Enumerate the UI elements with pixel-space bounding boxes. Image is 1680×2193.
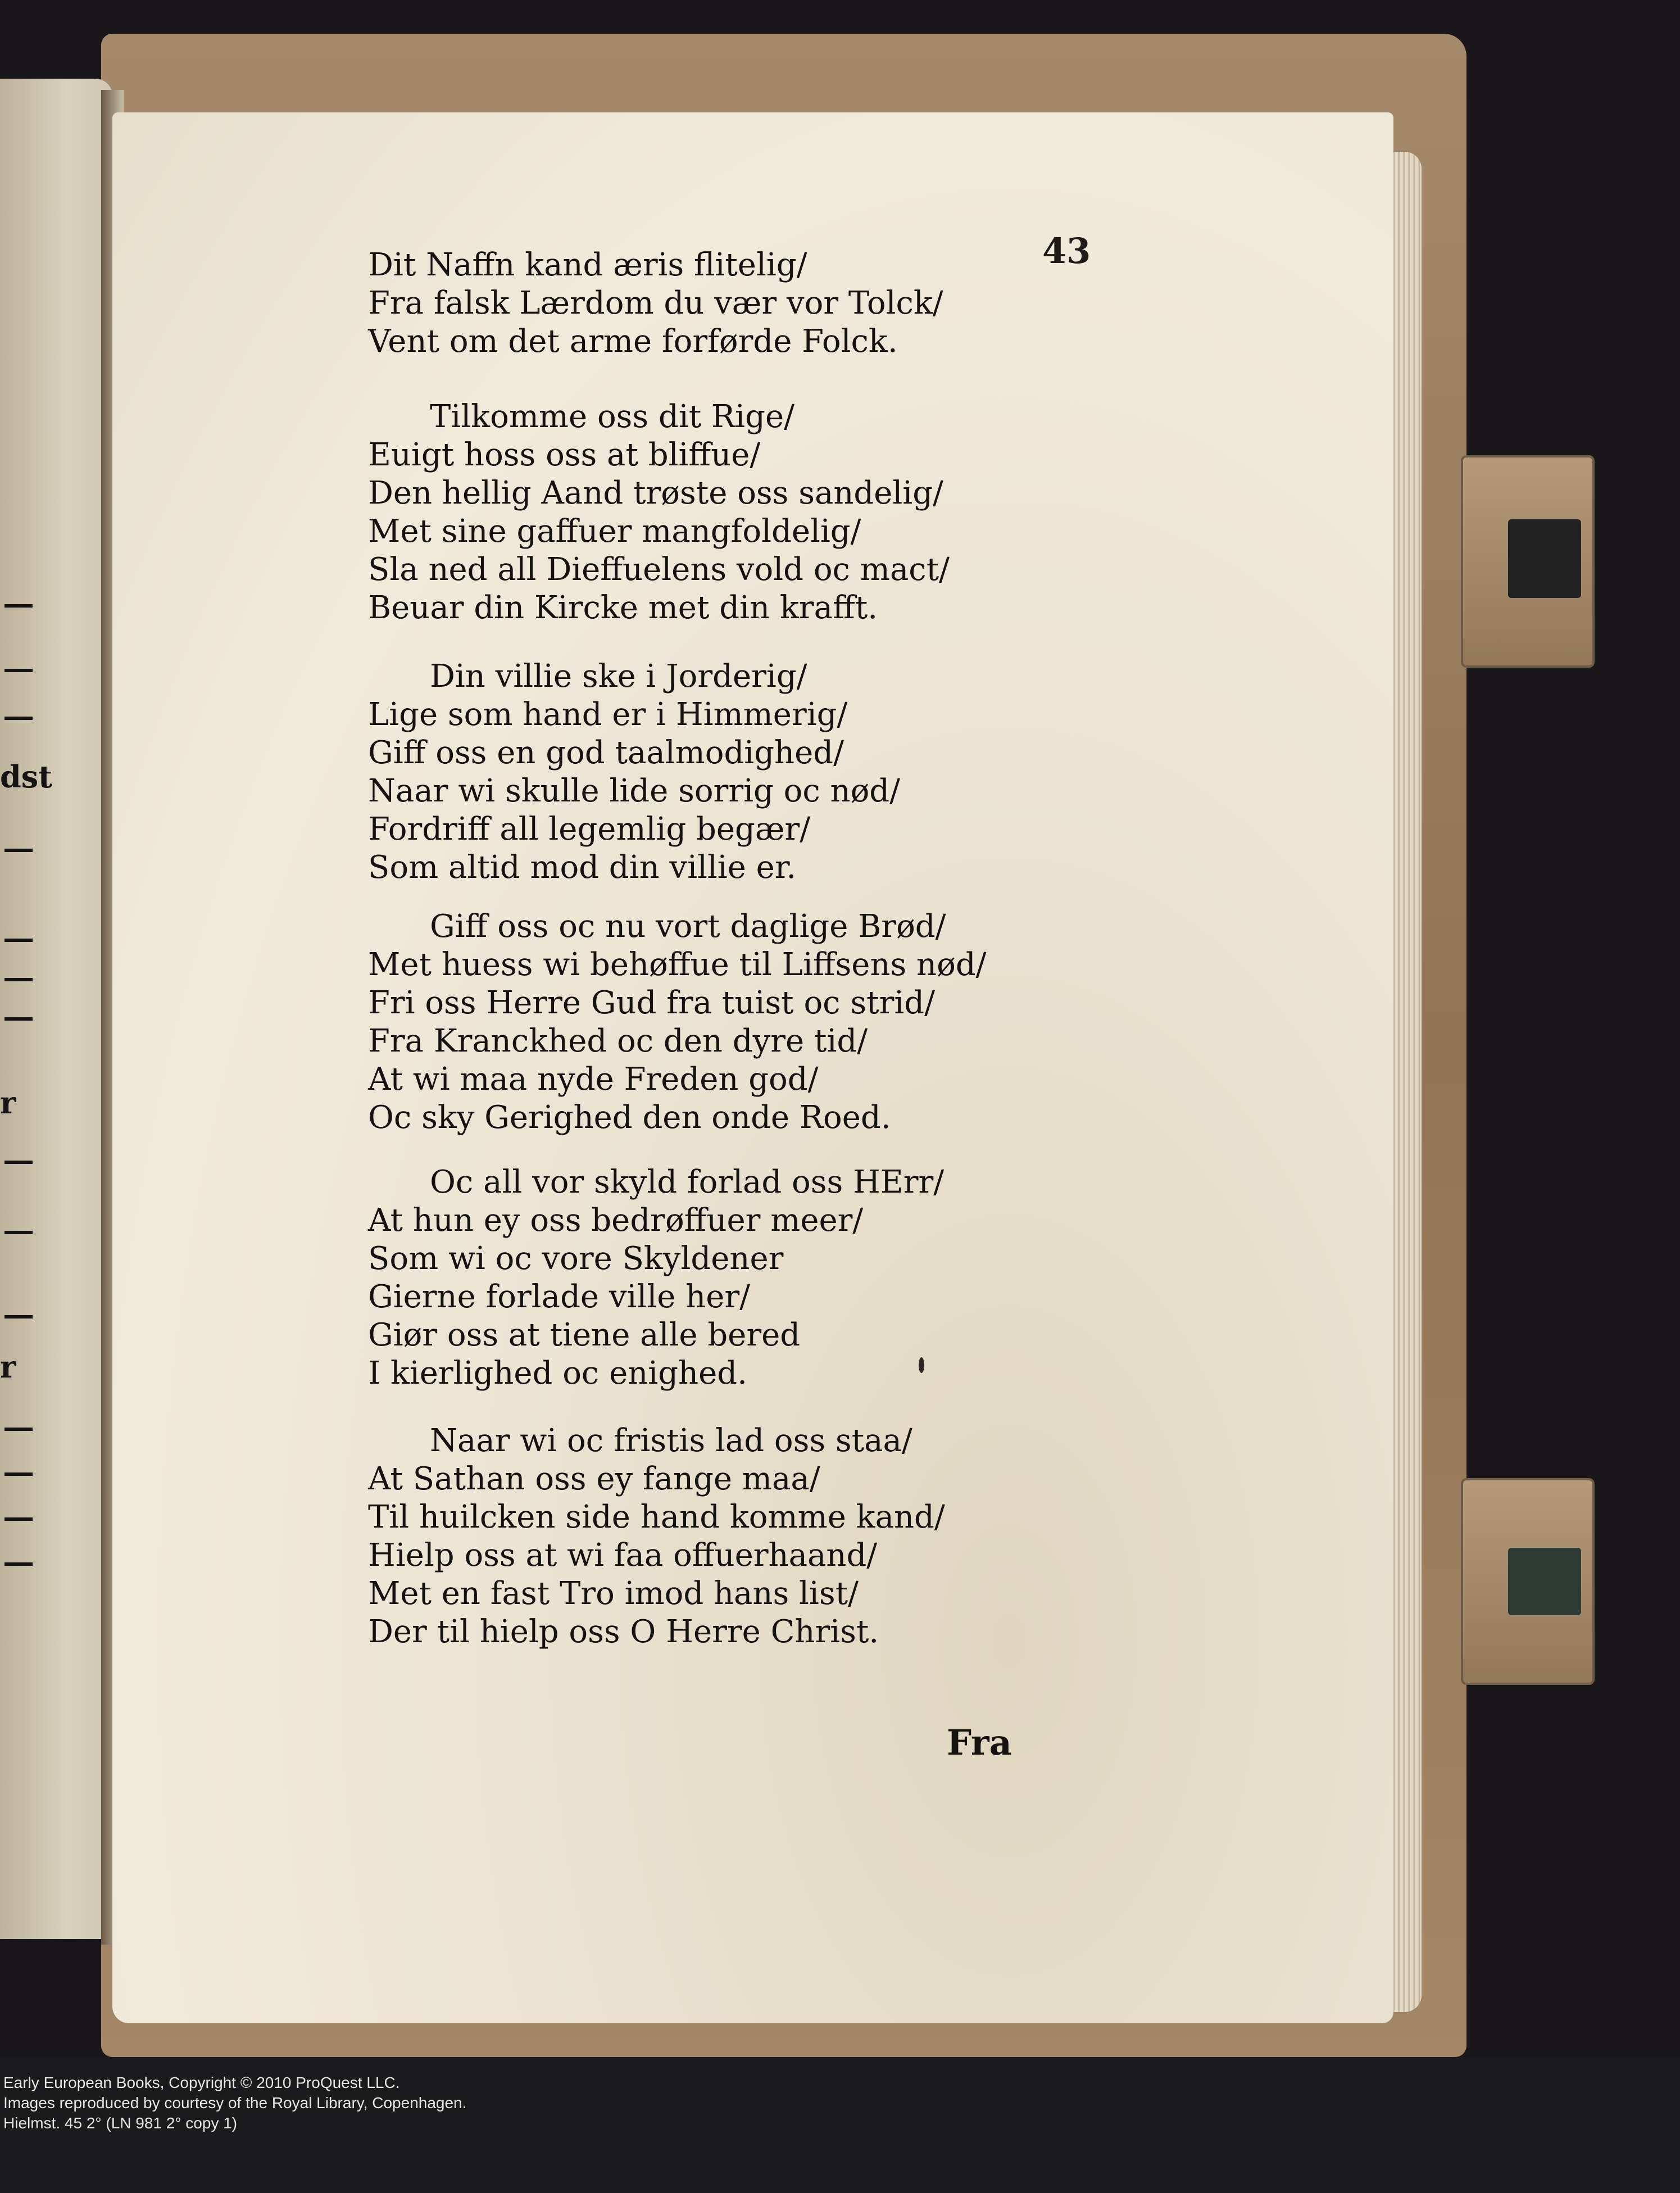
verse-line: Beuar din Kircke met din krafft.	[368, 590, 878, 626]
left-page	[0, 79, 112, 1939]
margin-rule	[4, 939, 33, 942]
margin-rule	[4, 669, 33, 672]
left-page-fragment: r	[0, 1349, 16, 1385]
verse-line: Til huilcken side hand komme kand/	[368, 1499, 945, 1535]
stanza-3	[368, 658, 900, 887]
verse-line: Der til hielp oss O Herre Christ.	[368, 1614, 879, 1650]
verse-line: Som wi oc vore Skyldener	[368, 1240, 784, 1277]
verse-line: Fra falsk Lærdom du vær vor Tolck/	[368, 285, 943, 321]
verse-line: Met en fast Tro imod hans list/	[368, 1575, 859, 1612]
stanza-1	[368, 246, 943, 361]
verse-line: Fra Kranckhed oc den dyre tid/	[368, 1023, 868, 1059]
verse-line: Lige som hand er i Himmerig/	[368, 696, 848, 733]
verse-line: Fri oss Herre Gud fra tuist oc strid/	[368, 985, 935, 1021]
stanza-5	[368, 1163, 944, 1393]
verse-line: Dit Naffn kand æris flitelig/	[368, 247, 807, 283]
verse-line: Euigt hoss oss at bliffue/	[368, 437, 761, 473]
margin-rule	[4, 1231, 33, 1234]
verse-line: Hielp oss at wi faa offuerhaand/	[368, 1537, 878, 1574]
verse-line: Sla ned all Dieffuelens vold oc mact/	[368, 551, 950, 588]
margin-rule	[4, 604, 33, 608]
margin-rule	[4, 1315, 33, 1318]
verse-line: Fordriff all legemlig begær/	[368, 811, 811, 848]
verse-line: Din villie ske i Jorderig/	[430, 658, 807, 695]
verse-line: At Sathan oss ey fange maa/	[368, 1461, 820, 1497]
stanza-4	[368, 908, 987, 1137]
credit-line-1: Early European Books, Copyright © 2010 ProQuest LLC.	[3, 2074, 400, 2091]
verse-line: Giff oss oc nu vort daglige Brød/	[430, 908, 946, 945]
lower-clasp	[1461, 1478, 1595, 1685]
verse-line: Oc sky Gerighed den onde Roed.	[368, 1099, 891, 1136]
clasp-hole	[1508, 1548, 1581, 1615]
ink-speck	[919, 1357, 924, 1373]
credit-line-2: Images reproduced by courtesy of the Royal Library, Copenhagen.	[3, 2094, 467, 2112]
margin-rule	[4, 1428, 33, 1431]
margin-rule	[4, 717, 33, 720]
verse-line: Naar wi skulle lide sorrig oc nød/	[368, 773, 901, 809]
catchword: Fra	[947, 1722, 1012, 1763]
verse-line: Giør oss at tiene alle bered	[368, 1317, 801, 1353]
margin-rule	[4, 1161, 33, 1164]
left-page-fragment: r	[0, 1085, 16, 1121]
margin-rule	[4, 1017, 33, 1021]
stanza-2	[368, 398, 950, 627]
margin-rule	[4, 1562, 33, 1566]
verse-line: Oc all vor skyld forlad oss HErr/	[430, 1164, 945, 1200]
left-page-fragment: dst	[0, 759, 53, 795]
verse-line: Den hellig Aand trøste oss sandelig/	[368, 475, 943, 511]
verse-line: Vent om det arme forførde Folck.	[368, 323, 898, 360]
verse-line: At wi maa nyde Freden god/	[368, 1061, 819, 1098]
verse-line: Giff oss en god taalmodighed/	[368, 735, 844, 771]
verse-line: I kierlighed oc enighed.	[368, 1355, 747, 1392]
credit-line-3: Hielmst. 45 2° (LN 981 2° copy 1)	[3, 2114, 238, 2132]
stanza-6	[368, 1422, 945, 1651]
clasp-hole	[1508, 519, 1581, 598]
verse-line: Gierne forlade ville her/	[368, 1279, 751, 1315]
verse-line: Naar wi oc fristis lad oss staa/	[430, 1422, 912, 1459]
verse-line: Som altid mod din villie er.	[368, 849, 797, 886]
upper-clasp	[1461, 455, 1595, 668]
verse-line: At hun ey oss bedrøffuer meer/	[368, 1202, 864, 1239]
margin-rule	[4, 1517, 33, 1521]
verse-line: Tilkomme oss dit Rige/	[430, 398, 794, 435]
margin-rule	[4, 1472, 33, 1476]
page-number: 43	[1042, 230, 1091, 271]
margin-rule	[4, 849, 33, 852]
margin-rule	[4, 978, 33, 981]
verse-line: Met sine gaffuer mangfoldelig/	[368, 513, 861, 550]
verse-line: Met huess wi behøffue til Liffsens nød/	[368, 946, 987, 983]
